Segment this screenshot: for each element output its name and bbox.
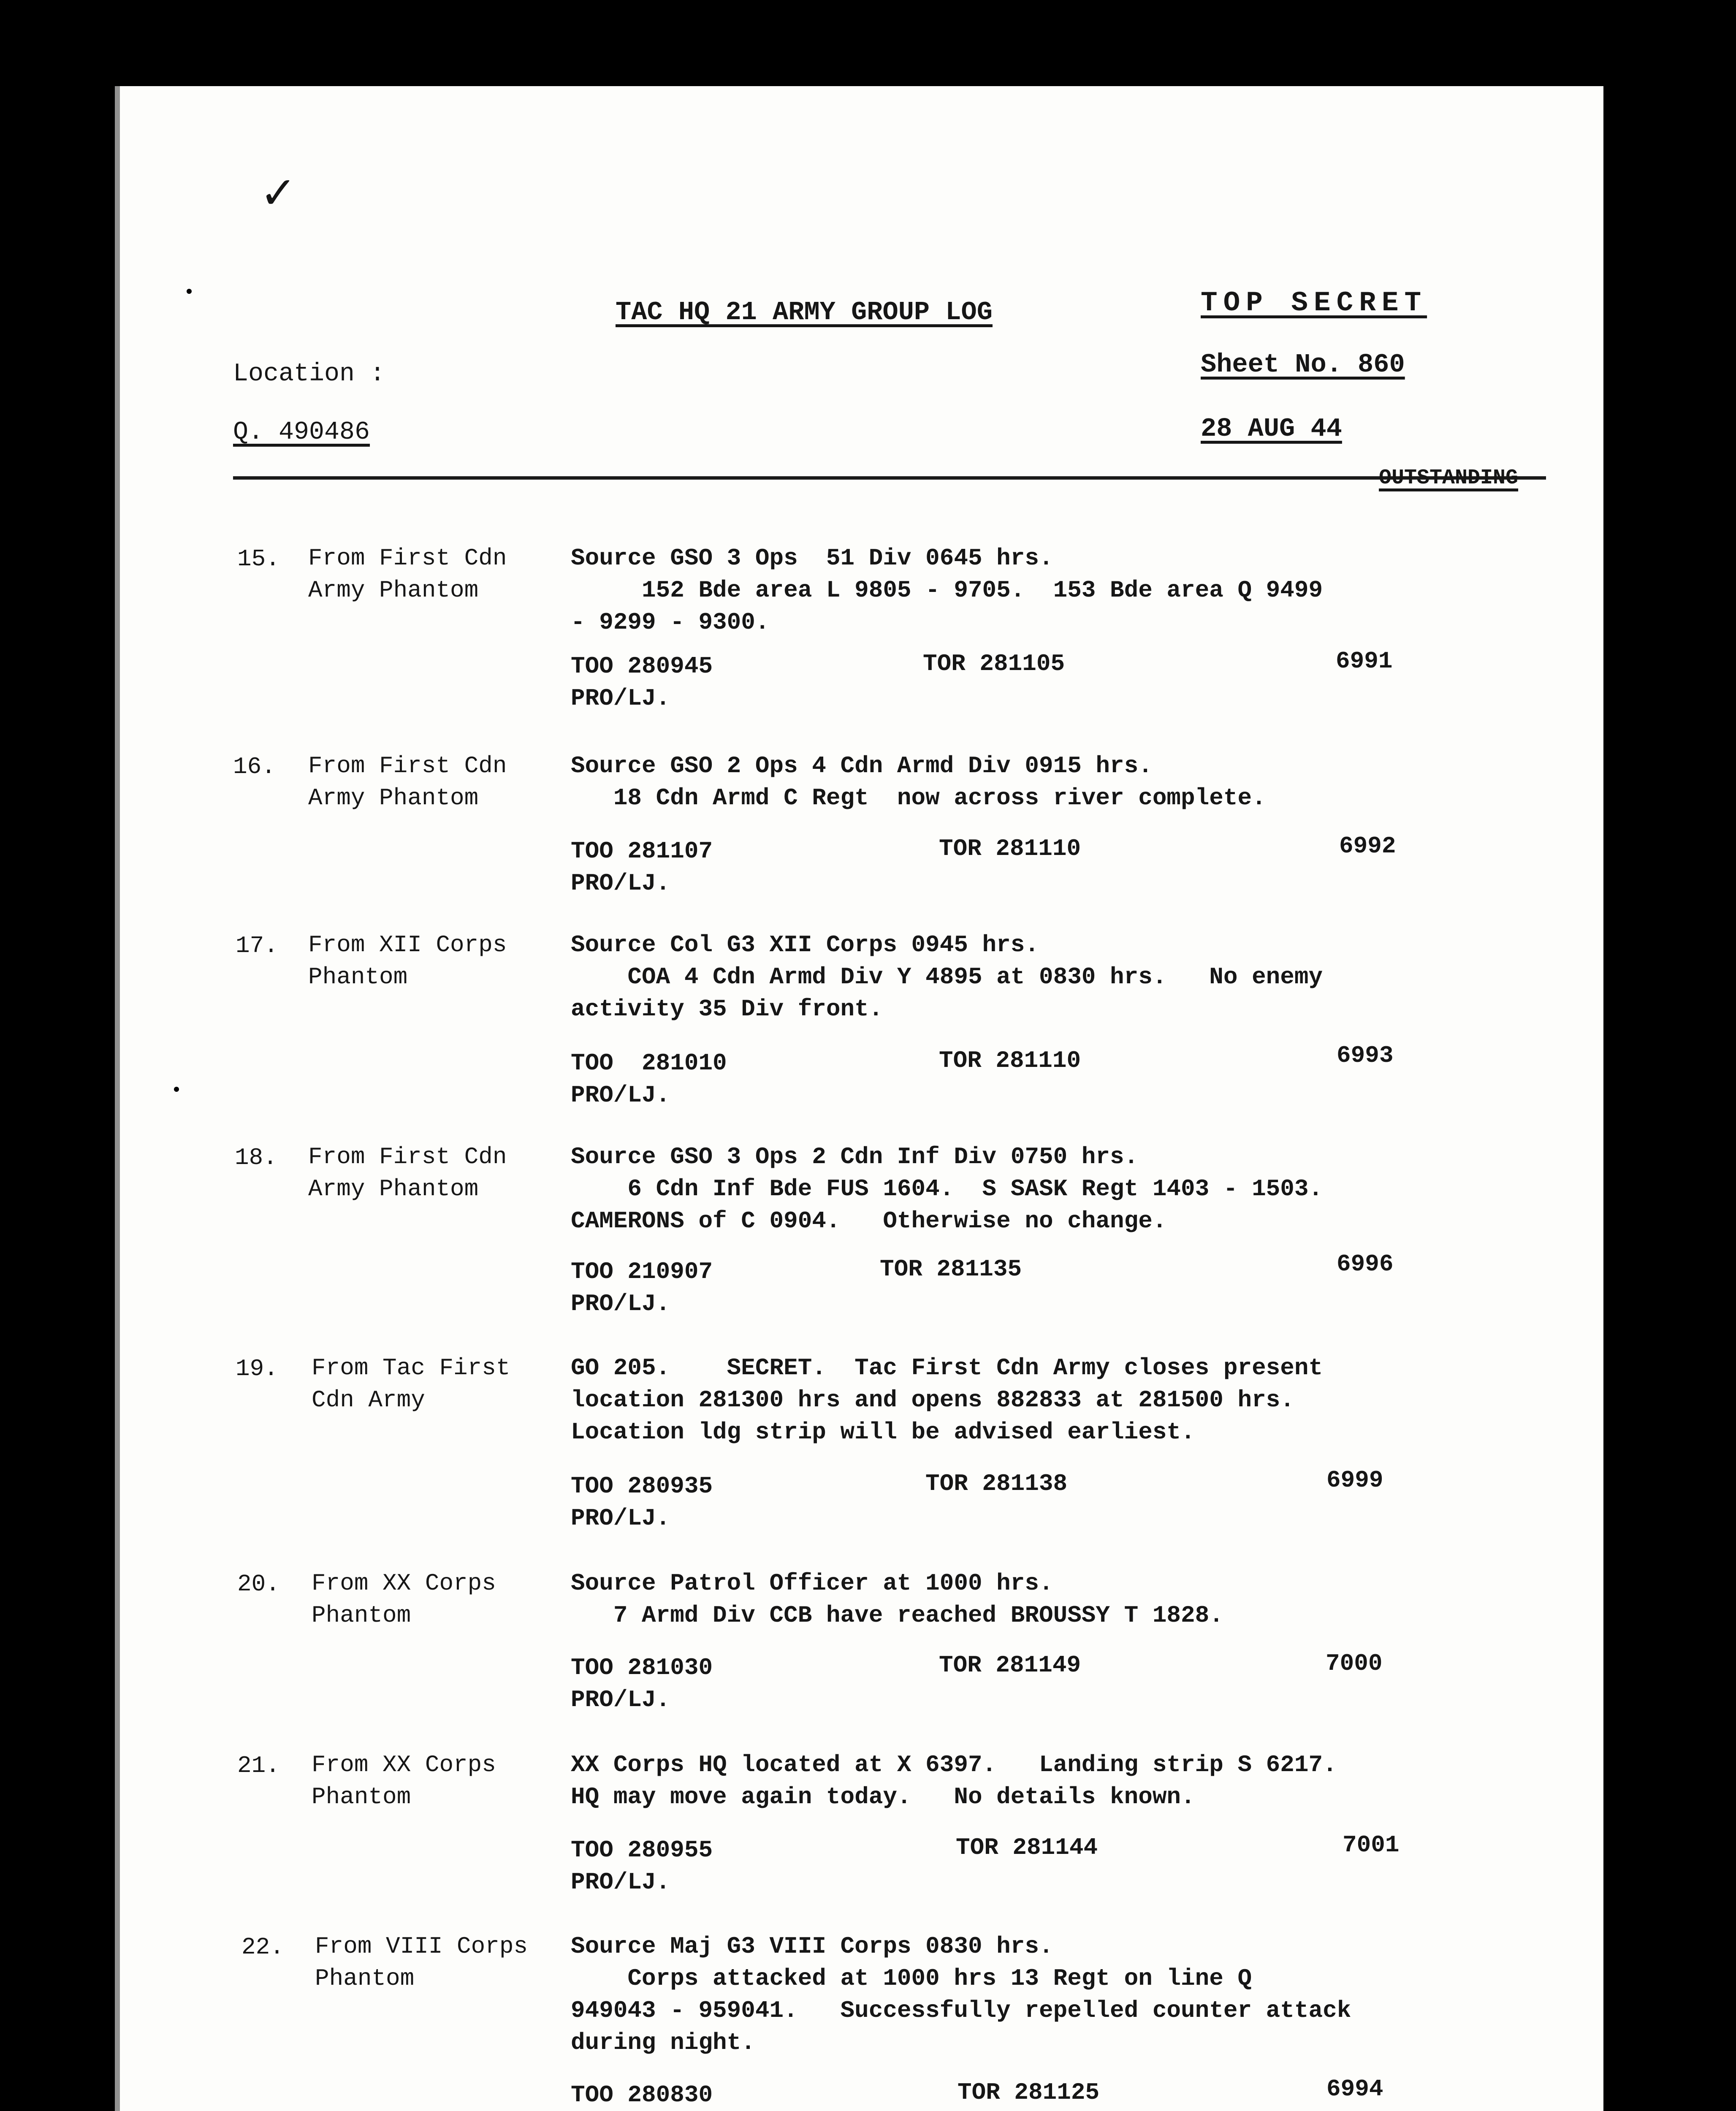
entry-number: 21. (237, 1752, 280, 1779)
entry-from: From XX Corps Phantom (312, 1751, 496, 1810)
entry-too: TOO 210907 PRO/LJ. (571, 1258, 713, 1317)
location-label: Location : (233, 360, 385, 388)
entry-message: Source GSO 2 Ops 4 Cdn Armd Div 0915 hrs. 18 Cdn Armd C Regt now across river complete. (571, 752, 1266, 811)
entry-tor: TOR 281110 (939, 1047, 1081, 1074)
outstanding-label: OUTSTANDING (1379, 466, 1519, 490)
entry-message: Source Col G3 XII Corps 0945 hrs. COA 4 Cdn Armd Div Y 4895 at 0830 hrs. No enemy activity 35 Div front. (571, 931, 1323, 1023)
entry-ref: 6996 (1337, 1251, 1394, 1278)
entry-from: From First Cdn Army Phantom (308, 545, 507, 604)
entry-too: TOO 280830 (571, 2081, 713, 2108)
entry-ref: 7001 (1343, 1832, 1400, 1859)
entry-from: From XII Corps Phantom (308, 931, 507, 990)
entry-number: 17. (236, 932, 278, 959)
entry-number: 18. (235, 1144, 277, 1171)
entry-tor: TOR 281144 (956, 1834, 1098, 1861)
entry-tor: TOR 281149 (939, 1652, 1081, 1679)
entry-tor: TOR 281110 (939, 835, 1081, 862)
entry-number: 15. (237, 545, 280, 573)
entry-number: 16. (233, 753, 276, 780)
entry-from: From First Cdn Army Phantom (308, 752, 507, 811)
location-value: Q. 490486 (233, 418, 370, 447)
ink-speck (174, 1087, 179, 1092)
entry-tor: TOR 281135 (880, 1256, 1022, 1283)
entry-ref: 6992 (1339, 833, 1396, 860)
log-sheet (115, 86, 1603, 2111)
entry-too: TOO 281010 PRO/LJ. (571, 1050, 727, 1109)
entry-tor: TOR 281125 (958, 2079, 1100, 2106)
entry-ref: 6991 (1336, 648, 1393, 675)
entry-message: Source Patrol Officer at 1000 hrs. 7 Armd Div CCB have reached BROUSSY T 1828. (571, 1570, 1223, 1629)
entry-message: Source GSO 3 Ops 51 Div 0645 hrs. 152 Bde area L 9805 - 9705. 153 Bde area Q 9499 - 9299 - 9300. (571, 545, 1323, 636)
entry-number: 22. (241, 1934, 284, 1961)
entry-tor: TOR 281105 (923, 650, 1065, 677)
classification-label: TOP SECRET (1201, 287, 1427, 319)
entry-number: 20. (237, 1571, 280, 1598)
entry-ref: 6993 (1337, 1042, 1394, 1069)
entry-ref: 6994 (1326, 2076, 1383, 2103)
header-divider (233, 476, 1546, 480)
check-mark-icon: ✓ (263, 167, 293, 224)
ink-speck (187, 289, 192, 294)
entry-too: TOO 281030 PRO/LJ. (571, 1654, 713, 1713)
entry-from: From VIII Corps Phantom (315, 1933, 528, 1992)
entry-message: GO 205. SECRET. Tac First Cdn Army closes present location 281300 hrs and opens 882833 at 281500 hrs. Location ldg strip will be advised earliest. (571, 1354, 1323, 1446)
entry-ref: 6999 (1326, 1467, 1383, 1494)
entry-message: Source Maj G3 VIII Corps 0830 hrs. Corps attacked at 1000 hrs 13 Regt on line Q 949043 - 959041. Successfully repelled counter attack during night. (571, 1933, 1351, 2056)
log-title: TAC HQ 21 ARMY GROUP LOG (616, 297, 993, 327)
entry-number: 19. (236, 1355, 278, 1382)
sheet-edge-shadow (115, 86, 120, 2111)
entry-from: From XX Corps Phantom (312, 1570, 496, 1629)
sheet-number: Sheet No. 860 (1201, 350, 1405, 380)
entry-message: Source GSO 3 Ops 2 Cdn Inf Div 0750 hrs. 6 Cdn Inf Bde FUS 1604. S SASK Regt 1403 - 1503. CAMERONS of C 0904. Otherwise no change. (571, 1143, 1323, 1235)
entry-too: TOO 280935 PRO/LJ. (571, 1473, 713, 1532)
entry-message: XX Corps HQ located at X 6397. Landing strip S 6217. HQ may move again today. No details known. (571, 1751, 1337, 1810)
entry-from: From First Cdn Army Phantom (308, 1143, 507, 1202)
entry-ref: 7000 (1326, 1650, 1383, 1677)
entry-too: TOO 280955 PRO/LJ. (571, 1837, 713, 1896)
entry-tor: TOR 281138 (925, 1470, 1068, 1497)
entry-too: TOO 280945 PRO/LJ. (571, 653, 713, 712)
entry-from: From Tac First Cdn Army (312, 1354, 510, 1414)
entry-too: TOO 281107 PRO/LJ. (571, 838, 713, 897)
log-date: 28 AUG 44 (1201, 414, 1342, 444)
